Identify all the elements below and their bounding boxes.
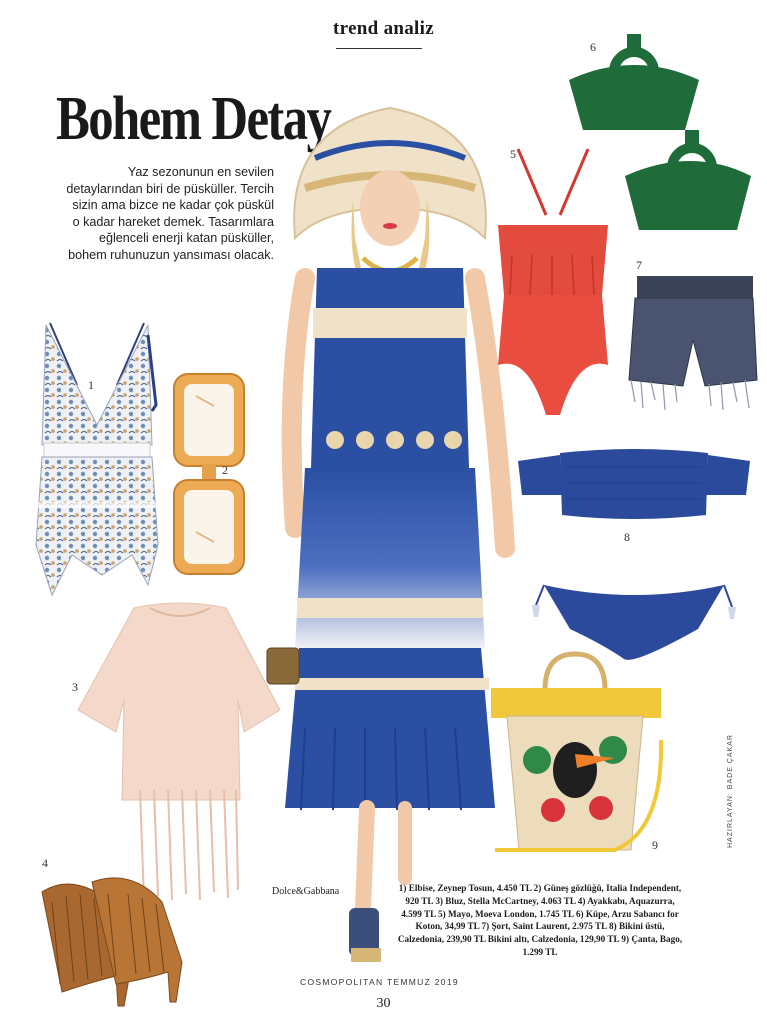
magazine-footer: COSMOPOLITAN TEMMUZ 2019 — [300, 977, 459, 987]
article-title: Bohem Detay — [56, 85, 331, 153]
item-number-1: 1 — [88, 378, 94, 392]
side-credit: HAZIRLAYAN: BADE ÇAKAR — [727, 734, 734, 848]
item-number-7: 7 — [636, 258, 642, 272]
product-credits: 1) Elbise, Zeynep Tosun, 4.450 TL 2) Güneş gözlüğü, Italia Independent, 920 TL 3) Bluz, Stella McCartney, 4.063 TL 4) Ayakkabı, Aquazurra, 4.599 TL 5) Mayo, Moeva London, 1.745 TL 6) Küpe, Arzu Sabancı for Koton, 34,99 TL 7) Şort, Saint Laurent, 2.975 TL 8) Bikini üstü, Calzedonia, 239,90 TL Bikini altı, Calzedonia, 129,90 TL 9) Çanta, Bago, 1.299 TL — [397, 883, 683, 957]
item-number-8: 8 — [624, 530, 630, 544]
item-9-straw-bag-image — [485, 650, 665, 865]
item-8-bikini-image — [514, 445, 754, 665]
item-4-fringe-heels-image — [32, 872, 202, 1012]
section-rule — [336, 48, 422, 49]
item-1-printed-dress-image — [32, 315, 162, 615]
runway-brand-caption: Dolce&Gabbana — [272, 886, 340, 897]
page-number: 30 — [376, 996, 391, 1011]
item-7-denim-shorts-image — [625, 270, 760, 415]
item-2-sunglasses-image — [168, 370, 248, 580]
item-number-6: 6 — [590, 40, 596, 54]
item-number-2: 2 — [222, 463, 228, 477]
item-6-green-earrings-image — [565, 30, 755, 240]
section-label: trend analiz — [333, 18, 434, 39]
item-number-3: 3 — [72, 680, 78, 694]
item-number-9: 9 — [652, 838, 658, 852]
item-number-4: 4 — [42, 856, 48, 870]
item-number-5: 5 — [510, 147, 516, 161]
article-intro: Yaz sezonunun en sevilen detaylarından biri de püsküller. Tercih sizin ama bizce ne kadar çok püskül o kadar hareket demek. Tasarımlara eğlenceli enerji katan püsküller, bohem ruhunuzun yansıması olacak. — [66, 165, 274, 262]
